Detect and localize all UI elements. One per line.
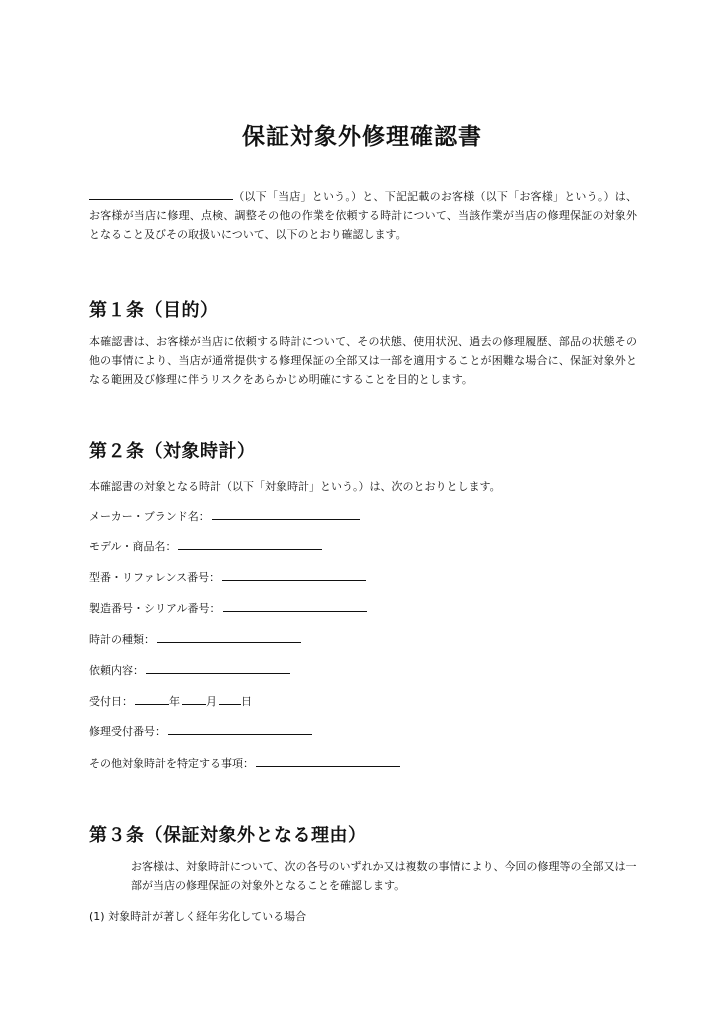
field-serial [89,600,367,617]
article-3-heading: 第３条（保証対象外となる理由） [89,825,367,846]
field-type-blank[interactable] [157,631,301,643]
document-title: 保証対象外修理確認書 [242,124,482,150]
field-receipt-no-label: 修理受付番号： [89,725,166,738]
field-request-blank[interactable] [146,662,290,674]
field-date-year-blank[interactable] [135,693,169,705]
field-serial-label: 製造番号・シリアル番号： [89,602,221,615]
field-date-month: 月 [206,695,217,708]
field-request-label: 依頼内容： [89,664,144,677]
article-1-heading: 第１条（目的） [89,300,219,321]
field-reference [89,569,366,586]
field-receipt-no-blank[interactable] [168,723,312,735]
field-reference-label: 型番・リファレンス番号： [89,571,221,584]
field-type [89,631,301,648]
field-reference-blank[interactable] [222,569,366,581]
field-serial-blank[interactable] [223,600,367,612]
field-other-blank[interactable] [256,755,400,767]
store-name-blank[interactable] [89,188,233,200]
field-request [89,662,290,679]
field-receipt-no [89,723,312,740]
field-maker [89,508,360,525]
field-date-day-blank[interactable] [219,693,241,705]
field-model [89,538,322,555]
intro-paragraph [89,187,637,244]
field-maker-blank[interactable] [212,508,360,520]
article-1-body: 本確認書は、お客様が当店に依頼する時計について、その状態、使用状況、過去の修理履歴、部品の状態その他の事情により、当店が通常提供する修理保証の全部又は一部を適用することが困難な場合に、保証対象外となる範囲及び修理に伴うリスクをあらかじめ明確にすることを目的とします。 [89,335,637,386]
field-date-year: 年 [169,695,180,708]
field-maker-label: メーカー・ブランド名： [89,510,210,523]
field-model-label: モデル・商品名： [89,540,177,553]
field-date-month-blank[interactable] [182,693,206,705]
field-other [89,755,400,772]
field-date-label: 受付日： [89,695,133,708]
field-date [89,693,252,710]
article-3-body: お客様は、対象時計について、次の各号のいずれか又は複数の事情により、今回の修理等の全部又は一部が当店の修理保証の対象外となることを確認します。 [131,860,637,892]
field-model-blank[interactable] [178,538,322,550]
field-type-label: 時計の種類： [89,633,155,646]
article-3-item-1: (1) 対象時計が著しく経年劣化している場合 [89,910,307,923]
article-2-heading: 第２条（対象時計） [89,441,256,462]
field-other-label: その他対象時計を特定する事項： [89,757,254,770]
intro-text: （以下「当店」という。）と、下記記載のお客様（以下「お客様」という。）は、お客様が当店に修理、点検、調整その他の作業を依頼する時計について、当該作業が当店の修理保証の対象外となること及びその取扱いについて、以下のとおり確認します。 [89,190,637,241]
article-2-body: 本確認書の対象となる時計（以下「対象時計」という。）は、次のとおりとします。 [89,480,501,493]
field-date-day: 日 [241,695,252,708]
